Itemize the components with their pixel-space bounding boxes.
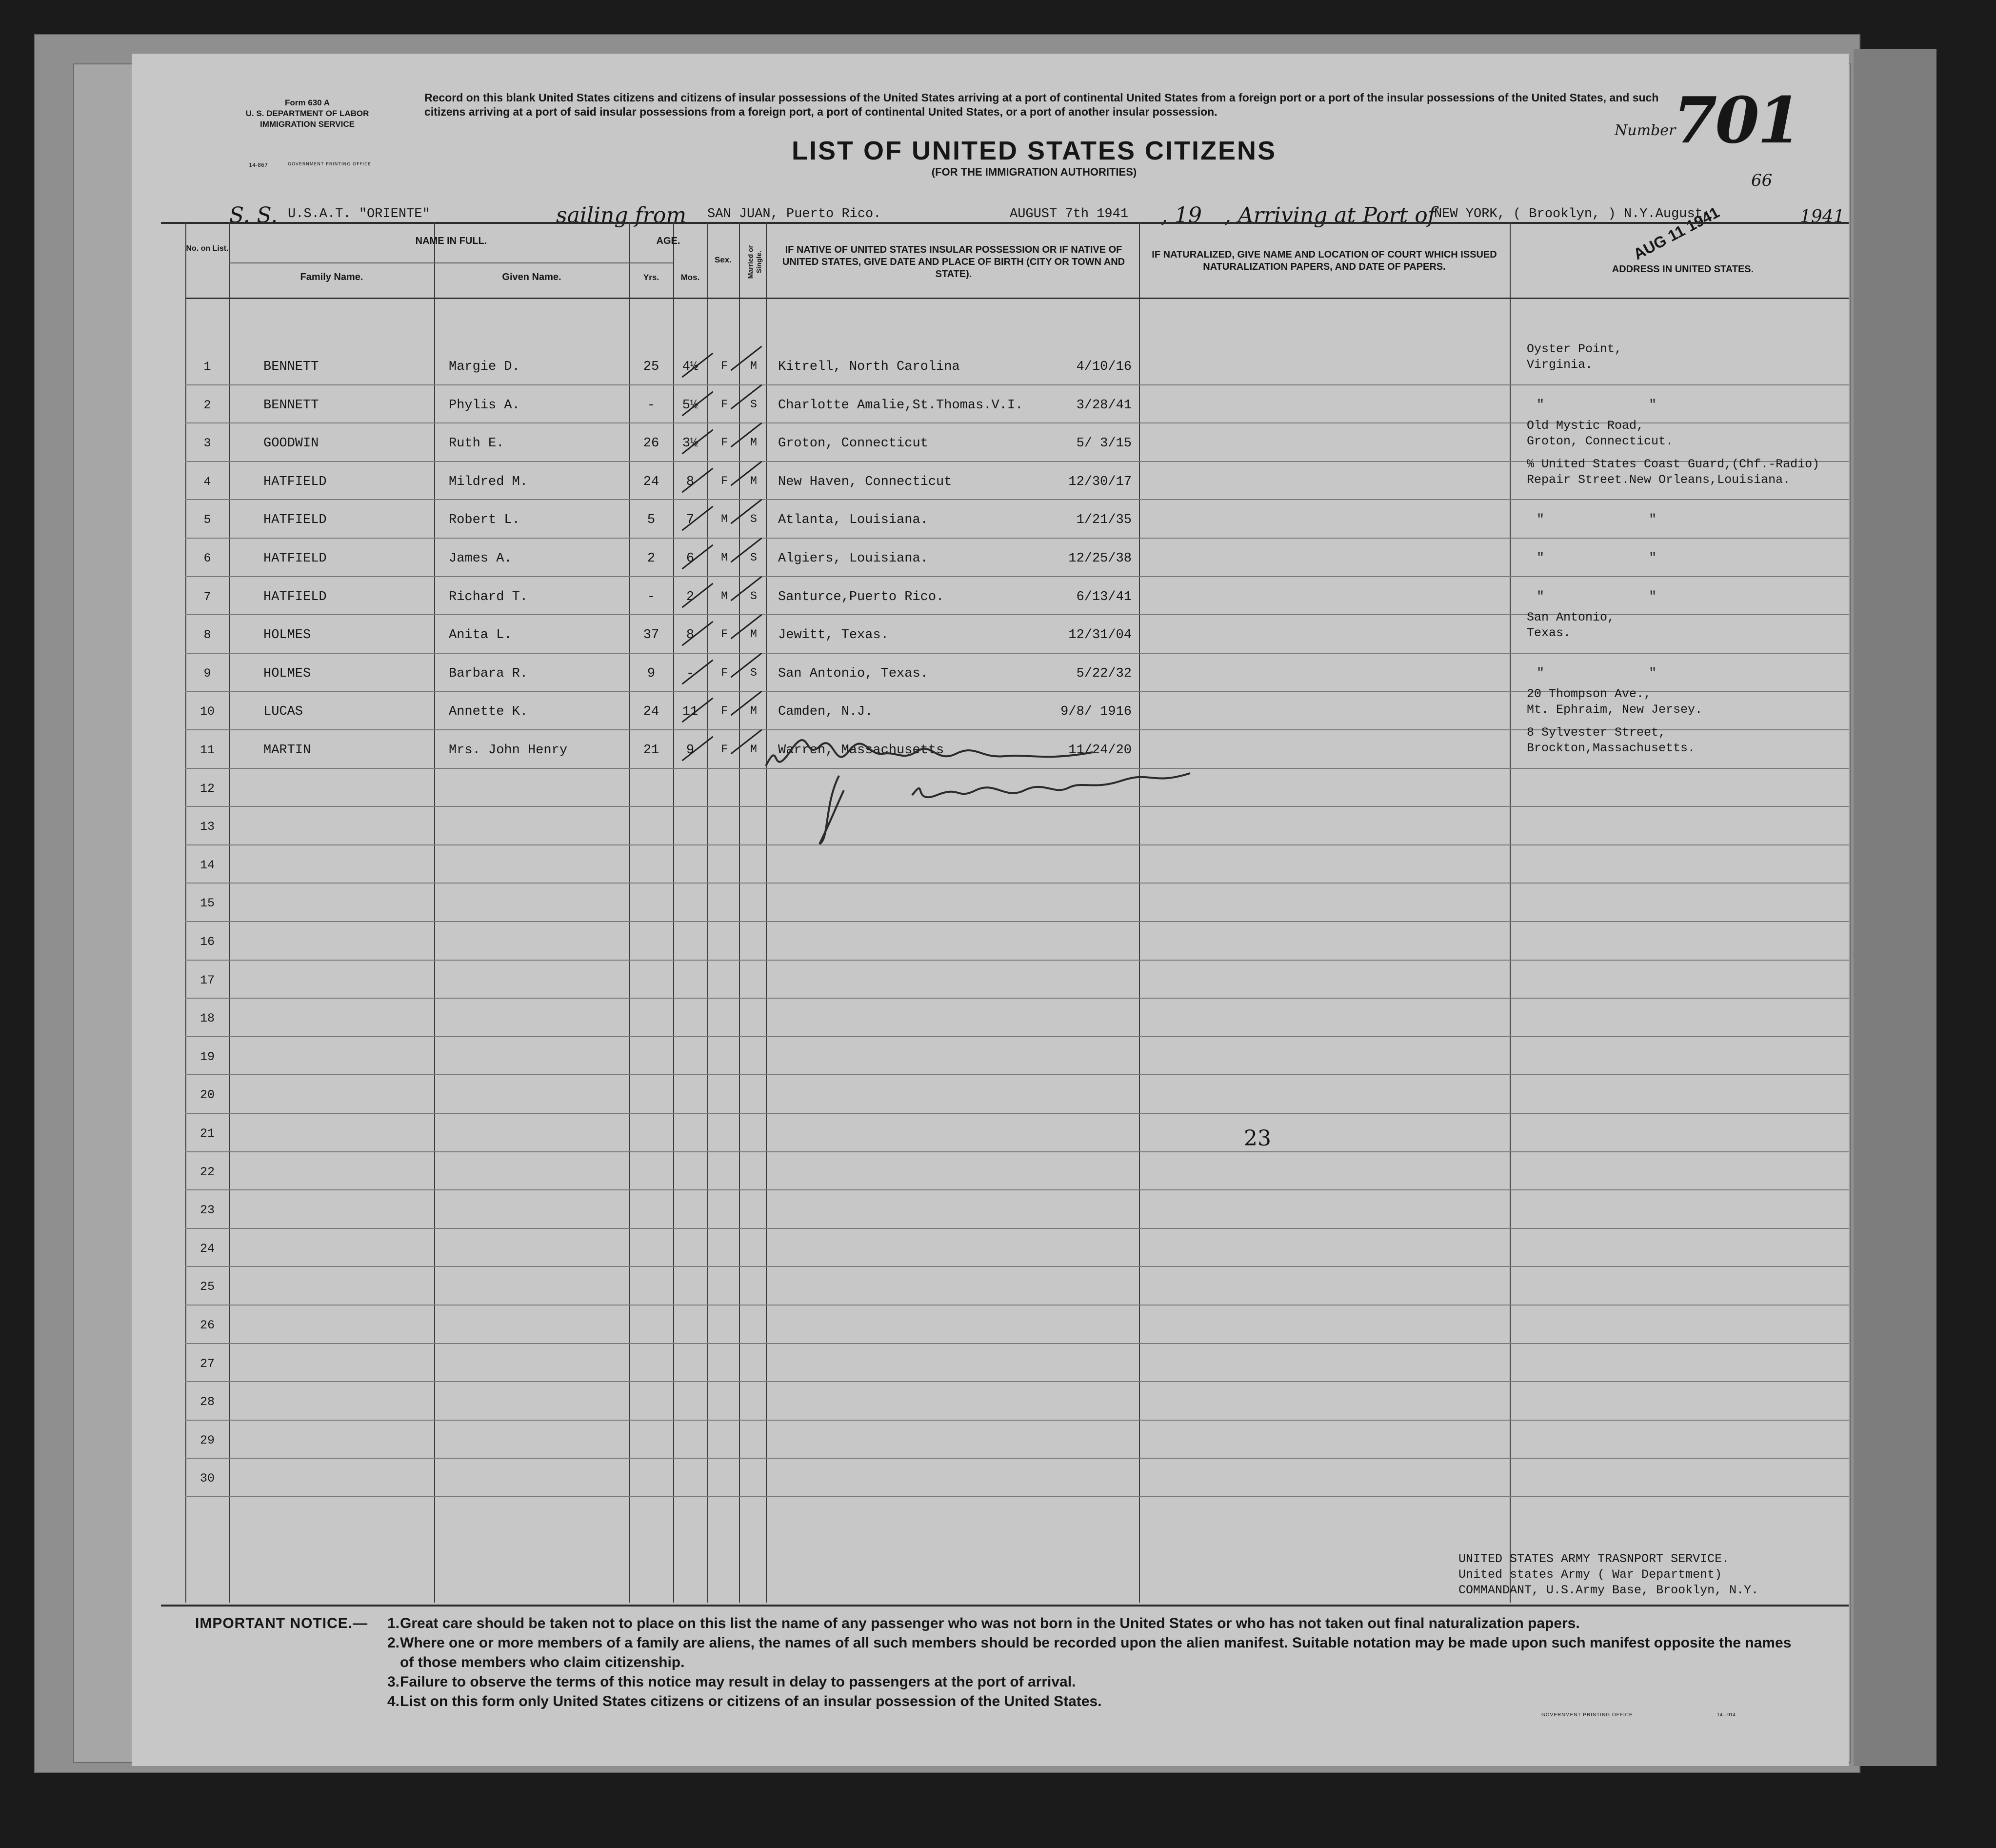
row-rule [185, 1036, 1849, 1037]
row-number: 7 [203, 590, 211, 604]
row-number: 25 [200, 1280, 215, 1294]
column-rule [1510, 222, 1511, 1603]
form-header [200, 98, 415, 130]
notice-item [387, 1692, 1805, 1711]
ditto-mark: " [1649, 398, 1657, 413]
birthplace: Warren, Massachusetts [778, 743, 944, 758]
column-rule [1139, 222, 1140, 1603]
row-rule [185, 1420, 1849, 1421]
handwritten-number: 66 [1751, 171, 1773, 190]
marital-status: M [750, 360, 757, 372]
ss-label: S. S. [229, 203, 278, 228]
column-rule [673, 222, 674, 1603]
birthplace: Groton, Connecticut [778, 436, 928, 451]
family-name: HATFIELD [263, 590, 327, 604]
ship-name: U.S.A.T. "ORIENTE" [288, 207, 430, 221]
row-number: 10 [200, 704, 215, 719]
birthplace: Charlotte Amalie,St.Thomas.V.I. [778, 398, 1023, 413]
row-number: 2 [203, 398, 211, 412]
sex: F [721, 704, 728, 717]
birth-date: 5/ 3/15 [1076, 436, 1132, 451]
notice-item [387, 1614, 1805, 1633]
sex: F [721, 398, 728, 411]
row-number: 12 [200, 782, 215, 796]
age-years: 9 [647, 666, 656, 681]
page-subtitle: (FOR THE IMMIGRATION AUTHORITIES) [931, 166, 1137, 178]
number-label: Number [1615, 122, 1676, 139]
col-name-in-full: NAME IN FULL. [415, 236, 487, 246]
page-number: 23 [1244, 1126, 1271, 1151]
address-line-1: 8 Sylvester Street, [1527, 725, 1666, 740]
given-name: Annette K. [449, 704, 528, 719]
given-name: Mildred M. [449, 475, 528, 489]
number-value: 701 [1673, 83, 1800, 158]
address-line-2: Brockton,Massachusetts. [1527, 741, 1696, 755]
ditto-mark: " [1537, 551, 1545, 566]
birth-date: 3/28/41 [1076, 398, 1132, 413]
marital-status: S [750, 590, 757, 603]
birthplace: Algiers, Louisiana. [778, 551, 928, 566]
address-line-2: Virginia. [1527, 358, 1593, 372]
sex: M [721, 590, 728, 603]
age-years: 25 [643, 360, 659, 374]
row-rule [185, 1266, 1849, 1267]
col-sex: Sex. [715, 255, 732, 264]
arrival-year: 1941 [1800, 207, 1845, 227]
sex: F [721, 360, 728, 372]
marital-status: M [750, 704, 757, 717]
column-rule [766, 222, 767, 1603]
ditto-mark: " [1537, 666, 1545, 681]
sex: M [721, 513, 728, 525]
ditto-mark: " [1537, 398, 1545, 413]
age-years: 37 [643, 628, 659, 643]
footer-printing-office: GOVERNMENT PRINTING OFFICE [1541, 1712, 1633, 1718]
family-name: HATFIELD [263, 475, 327, 489]
birth-date: 9/8/ 1916 [1060, 704, 1132, 719]
birthplace: Kitrell, North Carolina [778, 360, 960, 374]
form-number: Form 630 A [285, 98, 330, 107]
age-months: 4½ [682, 360, 699, 374]
footer-form-code: 14—914 [1717, 1712, 1736, 1718]
age-months: 11 [682, 704, 699, 719]
notice-item-text: List on this form only United States citizens or citizens of an insular possession of the United States. [400, 1693, 1102, 1709]
row-number: 15 [200, 896, 215, 910]
address-line-1: Old Mystic Road, [1527, 419, 1644, 433]
row-number: 23 [200, 1203, 215, 1217]
form-code-small: 14-867 [249, 162, 268, 168]
row-number: 16 [200, 935, 215, 949]
col-mos: Mos. [680, 273, 700, 282]
family-name: HATFIELD [263, 513, 327, 527]
birth-date: 4/10/16 [1076, 360, 1132, 374]
age-months: 7 [686, 513, 695, 527]
birth-date: 12/30/17 [1068, 475, 1132, 489]
row-number: 27 [200, 1357, 215, 1371]
given-name: Barbara R. [449, 666, 528, 681]
notice-item [387, 1633, 1805, 1672]
row-rule [185, 576, 1849, 577]
birth-date: 11/24/20 [1068, 743, 1132, 758]
transport-line-3: COMMANDANT, U.S.Army Base, Brooklyn, N.Y. [1458, 1583, 1759, 1597]
family-name: GOODWIN [263, 436, 319, 451]
age-years: - [647, 398, 656, 413]
birth-date: 1/21/35 [1076, 513, 1132, 527]
row-rule [185, 1113, 1849, 1114]
given-name: Richard T. [449, 590, 528, 604]
ditto-mark: " [1649, 513, 1657, 527]
row-rule [185, 883, 1849, 884]
given-name: Ruth E. [449, 436, 504, 451]
ditto-mark: " [1537, 513, 1545, 527]
family-name: LUCAS [263, 704, 303, 719]
age-years: 2 [647, 551, 656, 566]
row-number: 9 [203, 666, 211, 681]
family-name: BENNETT [263, 398, 319, 413]
col-family-name: Family Name. [300, 272, 363, 282]
row-rule [185, 499, 1849, 500]
row-number: 11 [200, 743, 215, 757]
row-rule [185, 1228, 1849, 1229]
row-rule [185, 1381, 1849, 1382]
birthplace: Camden, N.J. [778, 704, 873, 719]
col-given-name: Given Name. [502, 272, 561, 282]
row-number: 24 [200, 1242, 215, 1256]
sailing-from-label: sailing from [556, 203, 687, 228]
row-number: 3 [203, 436, 211, 450]
row-rule [185, 1496, 1849, 1497]
given-name: Mrs. John Henry [449, 743, 568, 758]
family-name: BENNETT [263, 360, 319, 374]
birthplace: Jewitt, Texas. [778, 628, 889, 643]
row-number: 29 [200, 1433, 215, 1447]
sex: F [721, 743, 728, 756]
birth-date: 6/13/41 [1076, 590, 1132, 604]
row-number: 1 [203, 360, 211, 374]
given-name: Phylis A. [449, 398, 520, 413]
address-line-2: Repair Street.New Orleans,Louisiana. [1527, 473, 1791, 487]
arrival-port: NEW YORK, ( Brooklyn, ) N.Y.August [1434, 207, 1703, 221]
given-name: James A. [449, 551, 512, 566]
marital-status: S [750, 551, 757, 564]
address-line-1: San Antonio, [1527, 610, 1615, 624]
row-number: 21 [200, 1126, 215, 1141]
ditto-mark: " [1649, 590, 1657, 604]
departure-date: AUGUST 7th 1941 [1010, 207, 1129, 221]
address-line-1: Oyster Point, [1527, 342, 1622, 356]
row-rule [185, 1305, 1849, 1306]
adjacent-page-edge [1854, 49, 1936, 1766]
age-months: 5½ [682, 398, 699, 413]
age-months: 6 [686, 551, 695, 566]
notice-item-number: 4. [387, 1693, 400, 1709]
row-rule [185, 538, 1849, 539]
age-months: 9 [686, 743, 695, 758]
age-years: 21 [643, 743, 659, 758]
notice-item [387, 1672, 1805, 1692]
notice-item-text: Great care should be taken not to place on this list the name of any passenger who was not born in the United States or who has not taken out final naturalization papers. [400, 1615, 1580, 1631]
birth-date: 5/22/32 [1076, 666, 1132, 681]
column-rule [434, 222, 435, 1603]
row-number: 14 [200, 858, 215, 872]
sex: F [721, 666, 728, 679]
row-number: 13 [200, 820, 215, 834]
col-age: AGE. [656, 236, 680, 246]
row-number: 19 [200, 1050, 215, 1064]
sex: F [721, 628, 728, 641]
row-number: 17 [200, 973, 215, 987]
row-rule [185, 1189, 1849, 1190]
column-rule [229, 222, 230, 1603]
arriving-label: , Arriving at Port of [1224, 203, 1436, 228]
col-yrs: Yrs. [643, 273, 659, 282]
service: IMMIGRATION SERVICE [260, 120, 355, 129]
given-name: Margie D. [449, 360, 520, 374]
ditto-mark: " [1649, 551, 1657, 566]
given-name: Anita L. [449, 628, 512, 643]
ditto-mark: " [1537, 590, 1545, 604]
row-number: 30 [200, 1471, 215, 1486]
age-months: 8 [686, 475, 695, 489]
address-line-1: 20 Thompson Ave., [1527, 687, 1652, 701]
family-name: HOLMES [263, 666, 311, 681]
notice-item-number: 1. [387, 1615, 400, 1631]
marital-status: S [750, 666, 757, 679]
year-prefix: , 19 [1161, 203, 1202, 228]
transport-line-2: United states Army ( War Department) [1458, 1567, 1722, 1582]
notice-item-number: 2. [387, 1635, 400, 1651]
row-number: 5 [203, 513, 211, 527]
row-number: 22 [200, 1165, 215, 1179]
row-rule [185, 1343, 1849, 1344]
row-rule [185, 998, 1849, 999]
sailing-from: SAN JUAN, Puerto Rico. [707, 207, 881, 221]
family-name: MARTIN [263, 743, 311, 758]
notice-item-text: Where one or more members of a family are aliens, the names of all such members should be recorded upon the alien manifest. Suitable notation may be made upon such manifest opposite the names of those members who claim citizenship. [400, 1635, 1792, 1670]
birthplace: New Haven, Connecticut [778, 475, 952, 489]
birth-date: 12/31/04 [1068, 628, 1132, 643]
row-rule [185, 1151, 1849, 1152]
col-address: ADDRESS IN UNITED STATES. [1612, 264, 1754, 275]
col-birthplace: IF NATIVE OF UNITED STATES INSULAR POSSESSION OR IF NATIVE OF UNITED STATES, GIVE DATE AND PLACE OF BIRTH (CITY OR TOWN AND STATE). [782, 244, 1125, 280]
row-rule [185, 960, 1849, 961]
sex: M [721, 551, 728, 564]
record-instructions: Record on this blank United States citizens and citizens of insular possessions of the United States arriving at a port of continental United States from a foreign port or a port of the insular possessions of the United States, and such citizens arriving at a port of said insular possessions from a foreign port, a port of continental United States, or a port of another insular possession. [424, 91, 1659, 118]
column-rule [629, 222, 630, 1603]
marital-status: M [750, 743, 757, 756]
col-no-on-list: No. on List. [186, 244, 229, 253]
arrival-stamp: AUG 11 1941 [1630, 203, 1722, 263]
birthplace: Santurce,Puerto Rico. [778, 590, 944, 604]
birthplace: Atlanta, Louisiana. [778, 513, 928, 527]
signature [751, 727, 1288, 854]
sex: F [721, 436, 728, 449]
birth-date: 12/25/38 [1068, 551, 1132, 566]
col-married-single: Married or Single. [746, 245, 763, 279]
address-line-2: Groton, Connecticut. [1527, 434, 1674, 448]
age-years: 24 [643, 475, 659, 489]
age-months: 2 [686, 590, 695, 604]
marital-status: S [750, 513, 757, 525]
col-naturalized: IF NATURALIZED, GIVE NAME AND LOCATION OF COURT WHICH ISSUED NATURALIZATION PAPERS, AND DATE OF PAPERS. [1152, 249, 1497, 272]
family-name: HOLMES [263, 628, 311, 643]
row-rule [185, 384, 1849, 385]
age-years: 5 [647, 513, 656, 527]
printing-office-small: GOVERNMENT PRINTING OFFICE [288, 162, 372, 167]
notice-heading: IMPORTANT NOTICE.— [195, 1615, 368, 1631]
birthplace: San Antonio, Texas. [778, 666, 928, 681]
header-bottom-rule [185, 298, 1849, 299]
address-line-2: Texas. [1527, 626, 1571, 640]
row-number: 28 [200, 1395, 215, 1409]
row-number: 6 [203, 551, 211, 565]
age-years: 26 [643, 436, 659, 451]
age-months: 8 [686, 628, 695, 643]
column-rule [707, 222, 708, 1603]
row-number: 4 [203, 475, 211, 489]
age-years: - [647, 590, 656, 604]
age-years: 24 [643, 704, 659, 719]
marital-status: M [750, 436, 757, 449]
row-number: 26 [200, 1318, 215, 1332]
row-number: 18 [200, 1011, 215, 1025]
header-rule [229, 262, 673, 263]
address-line-2: Mt. Ephraim, New Jersey. [1527, 703, 1703, 717]
notice-item-text: Failure to observe the terms of this notice may result in delay to passengers at the port of arrival. [400, 1674, 1076, 1690]
age-months: 3½ [682, 436, 699, 451]
sex: F [721, 475, 728, 487]
marital-status: M [750, 628, 757, 641]
ditto-mark: " [1649, 666, 1657, 681]
row-rule [185, 921, 1849, 922]
manifest-page [132, 54, 1849, 1766]
transport-line-1: UNITED STATES ARMY TRASNPORT SERVICE. [1458, 1552, 1730, 1566]
row-number: 8 [203, 628, 211, 642]
page-title: LIST OF UNITED STATES CITIZENS [792, 136, 1277, 165]
marital-status: M [750, 475, 757, 487]
row-rule [185, 653, 1849, 654]
row-rule [185, 1074, 1849, 1075]
row-number: 20 [200, 1088, 215, 1102]
marital-status: S [750, 398, 757, 411]
department: U. S. DEPARTMENT OF LABOR [245, 109, 369, 118]
row-rule [185, 1458, 1849, 1459]
transport-service-stamp [1458, 1551, 1758, 1598]
family-name: HATFIELD [263, 551, 327, 566]
given-name: Robert L. [449, 513, 520, 527]
address-line-1: ℅ United States Coast Guard,(Chf.-Radio) [1527, 457, 1820, 471]
age-months: - [686, 666, 695, 681]
column-rule [739, 222, 740, 1603]
notice-item-number: 3. [387, 1674, 400, 1690]
